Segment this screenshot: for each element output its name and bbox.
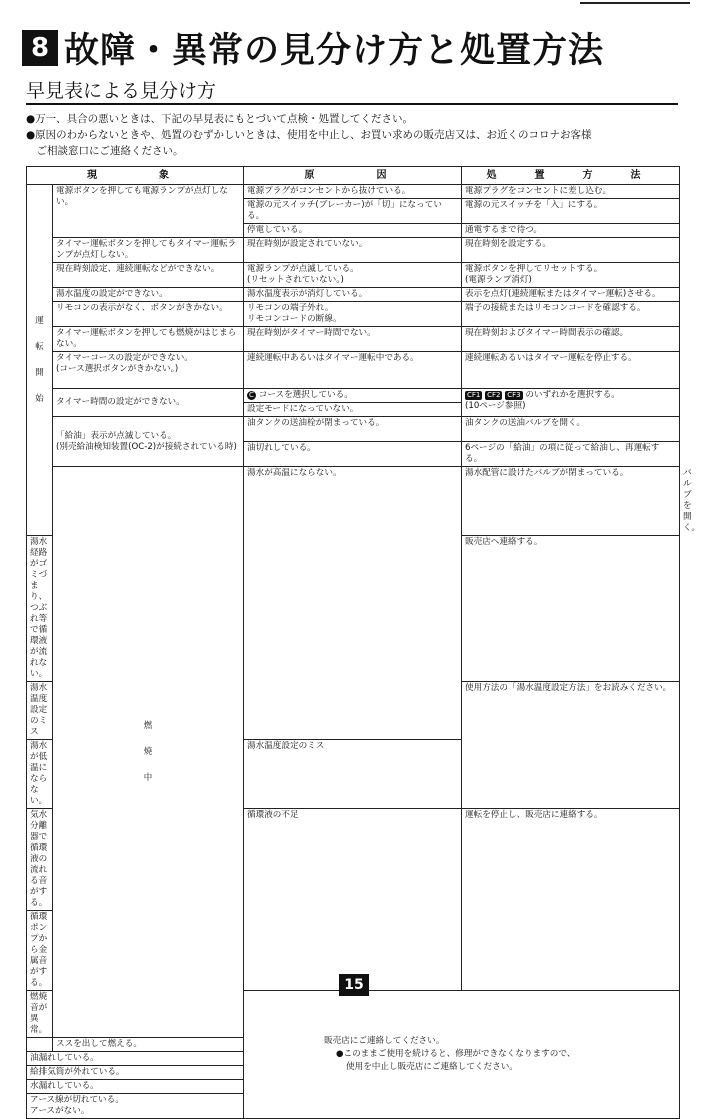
remedy-cell: 端子の接続またはリモコンコードを確認する。: [462, 302, 680, 327]
dealer-line-1: 販売店にご連絡してください。: [324, 1036, 445, 1046]
symptom-cell: 「給油」表示が点滅している。 (別売給油検知装置(OC-2)が接続されている時): [53, 417, 244, 467]
symptom-cell: 湯水温度の設定ができない。: [53, 288, 244, 302]
symptom-cell: 循環ポンプから金属音がする。: [27, 911, 53, 991]
cause-cell: 電源プラグがコンセントから抜けている。: [244, 185, 462, 199]
symptom-cell: タイマーコースの設定ができない。 (コース選択ボタンがきかない。): [53, 352, 244, 389]
symptom-cell: 燃焼音が異常。: [27, 991, 53, 1038]
symptom-cell: 水漏れしている。: [27, 1080, 244, 1094]
table-row: [27, 417, 680, 442]
cf2-button-icon: CF2: [487, 391, 501, 399]
remedy-cell: 電源プラグをコンセントに差し込む。: [462, 185, 680, 199]
remedy-cell: 運転を停止し、販売店に連絡する。: [462, 809, 680, 991]
dealer-line-2: ●このままご使用を続けると、修理ができなくなりますので、: [336, 1049, 576, 1059]
table-row: [27, 288, 680, 302]
category-operation-start: 運 転 開 始: [27, 185, 53, 536]
symptom-cell: タイマー時間の設定ができない。: [53, 389, 244, 417]
symptom-cell: 油漏れしている。: [27, 1052, 244, 1066]
remedy-cell: 電源の元スイッチを「入」にする。: [462, 199, 680, 224]
symptom-cell: 気水分離器で循環液の流れる音がする。: [27, 809, 53, 911]
symptom-cell: タイマー運転ボタンを押しても燃焼がはじまらない。: [53, 327, 244, 352]
cause-cell: 現在時刻が設定されていない。: [244, 238, 462, 263]
cause-cell: 油タンクの送油栓が閉まっている。: [244, 417, 462, 442]
symptom-cell: リモコンの表示がなく、ボタンがきかない。: [53, 302, 244, 327]
category-burning: 燃 焼 中: [53, 467, 244, 1038]
cause-cell: 連続運転中あるいはタイマー運転中である。: [244, 352, 462, 389]
header-symptom: 現 象: [27, 167, 244, 185]
cause-cell: 湯水温度設定のミス: [27, 682, 53, 740]
symptom-cell: 現在時刻設定、連続運転などができない。: [53, 263, 244, 288]
note-2: ●原因のわからないときや、処置のむずかしいときは、使用を中止し、お買い求めの販売店又は、お近くのコロナお客様: [26, 129, 592, 141]
remedy-cell: 使用方法の「湯水温度設定方法」をお読みください。: [462, 682, 680, 809]
cause-cell: 循環液の不足: [244, 809, 462, 991]
symptom-cell: 湯水が低温にならない。: [27, 740, 53, 809]
remedy-cell: 電源ボタンを押してリセットする。 (電源ランプ消灯): [462, 263, 680, 288]
remedy-cell: 現在時刻を設定する。: [462, 238, 680, 263]
symptom-cell: 湯水が高温にならない。: [244, 467, 462, 740]
section-header: [22, 20, 682, 76]
cause-cell: リモコンの端子外れ。 リモコンコードの断線。: [244, 302, 462, 327]
cause-cell: 油切れしている。: [244, 442, 462, 467]
symptom-cell: ススを出して燃える。: [53, 1038, 244, 1052]
subtitle-rule: [26, 103, 678, 105]
remedy-cell: 表示を点灯(連続運転またはタイマー運転)させる。: [462, 288, 680, 302]
remedy-cell: 6ページの「給油」の項に従って給油し、再運転する。: [462, 442, 680, 467]
table-row: [27, 185, 680, 199]
table-row: 燃 焼 中 湯水が高温にならない。 湯水配管に設けたバルブが閉まっている。 バルブを開く。: [27, 467, 680, 536]
cause-cell: 湯水温度表示が消灯している。: [244, 288, 462, 302]
section-number-badge: 8: [22, 30, 58, 66]
page-title: 故障・異常の見分け方と処置方法: [64, 31, 605, 71]
remedy-cell: 現在時刻およびタイマー時間表示の確認。: [462, 327, 680, 352]
table-row: [27, 352, 680, 389]
c-button-icon: C: [247, 391, 256, 400]
cf1-button-icon: CF1: [467, 391, 481, 399]
cause-cell: 湯水経路がゴミづまり、つぶれ等で循環液が流れない。: [27, 536, 53, 682]
top-edge-line: [580, 2, 690, 4]
note-3: ご相談窓口にご連絡ください。: [26, 145, 184, 157]
table-row: [27, 263, 680, 288]
cf3-button-icon: CF3: [507, 391, 521, 399]
table-header-row: [27, 167, 680, 185]
cause-cell: C コースを選択している。: [244, 389, 462, 403]
remedy-cell: 販売店へ連絡する。: [462, 536, 680, 682]
remedy-cell: 油タンクの送油バルブを開く。: [462, 417, 680, 442]
table-row: [27, 327, 680, 352]
cause-cell: 湯水温度設定のミス: [244, 740, 462, 809]
remedy-cell: 連続運転あるいはタイマー運転を停止する。: [462, 352, 680, 389]
dealer-contact-cell: [244, 991, 680, 1119]
table-row: [27, 389, 680, 403]
page-number: 15: [339, 974, 369, 996]
table-row: [27, 238, 680, 263]
cause-cell: 電源の元スイッチ(ブレーカー)が「切」になっている。: [244, 199, 462, 224]
cause-cell: 電源ランプが点滅している。 (リセットされていない。): [244, 263, 462, 288]
cause-cell: 停電している。: [244, 224, 462, 238]
remedy-cell: CF1 CF2 CF3 のいずれかを選択する。 (10ページ参照): [462, 389, 680, 417]
header-remedy: 処 置 方 法: [462, 167, 680, 185]
remedy-cell: 通電するまで待つ。: [462, 224, 680, 238]
dealer-line-3: 使用を中止し販売店にご連絡してください。: [346, 1062, 518, 1072]
section-subtitle: 早見表による見分け方: [26, 80, 217, 102]
symptom-cell: タイマー運転ボタンを押してもタイマー運転ランプが点灯しない。: [53, 238, 244, 263]
header-cause: 原 因: [244, 167, 462, 185]
cause-cell: 湯水配管に設けたバルブが閉まっている。: [462, 467, 680, 536]
symptom-cell: 電源ボタンを押しても電源ランプが点灯しない。: [53, 185, 244, 238]
table-row: [27, 302, 680, 327]
note-1: ●万一、具合の悪いときは、下記の早見表にもとづいて点検・処置してください。: [26, 113, 413, 125]
symptom-cell: 給排気筒が外れている。: [27, 1066, 244, 1080]
notes: [26, 111, 686, 159]
cause-cell: 現在時刻がタイマー時間でない。: [244, 327, 462, 352]
symptom-cell: アース線が切れている。 アースがない。: [27, 1094, 244, 1119]
cause-cell: 設定モードになっていない。: [244, 403, 462, 417]
